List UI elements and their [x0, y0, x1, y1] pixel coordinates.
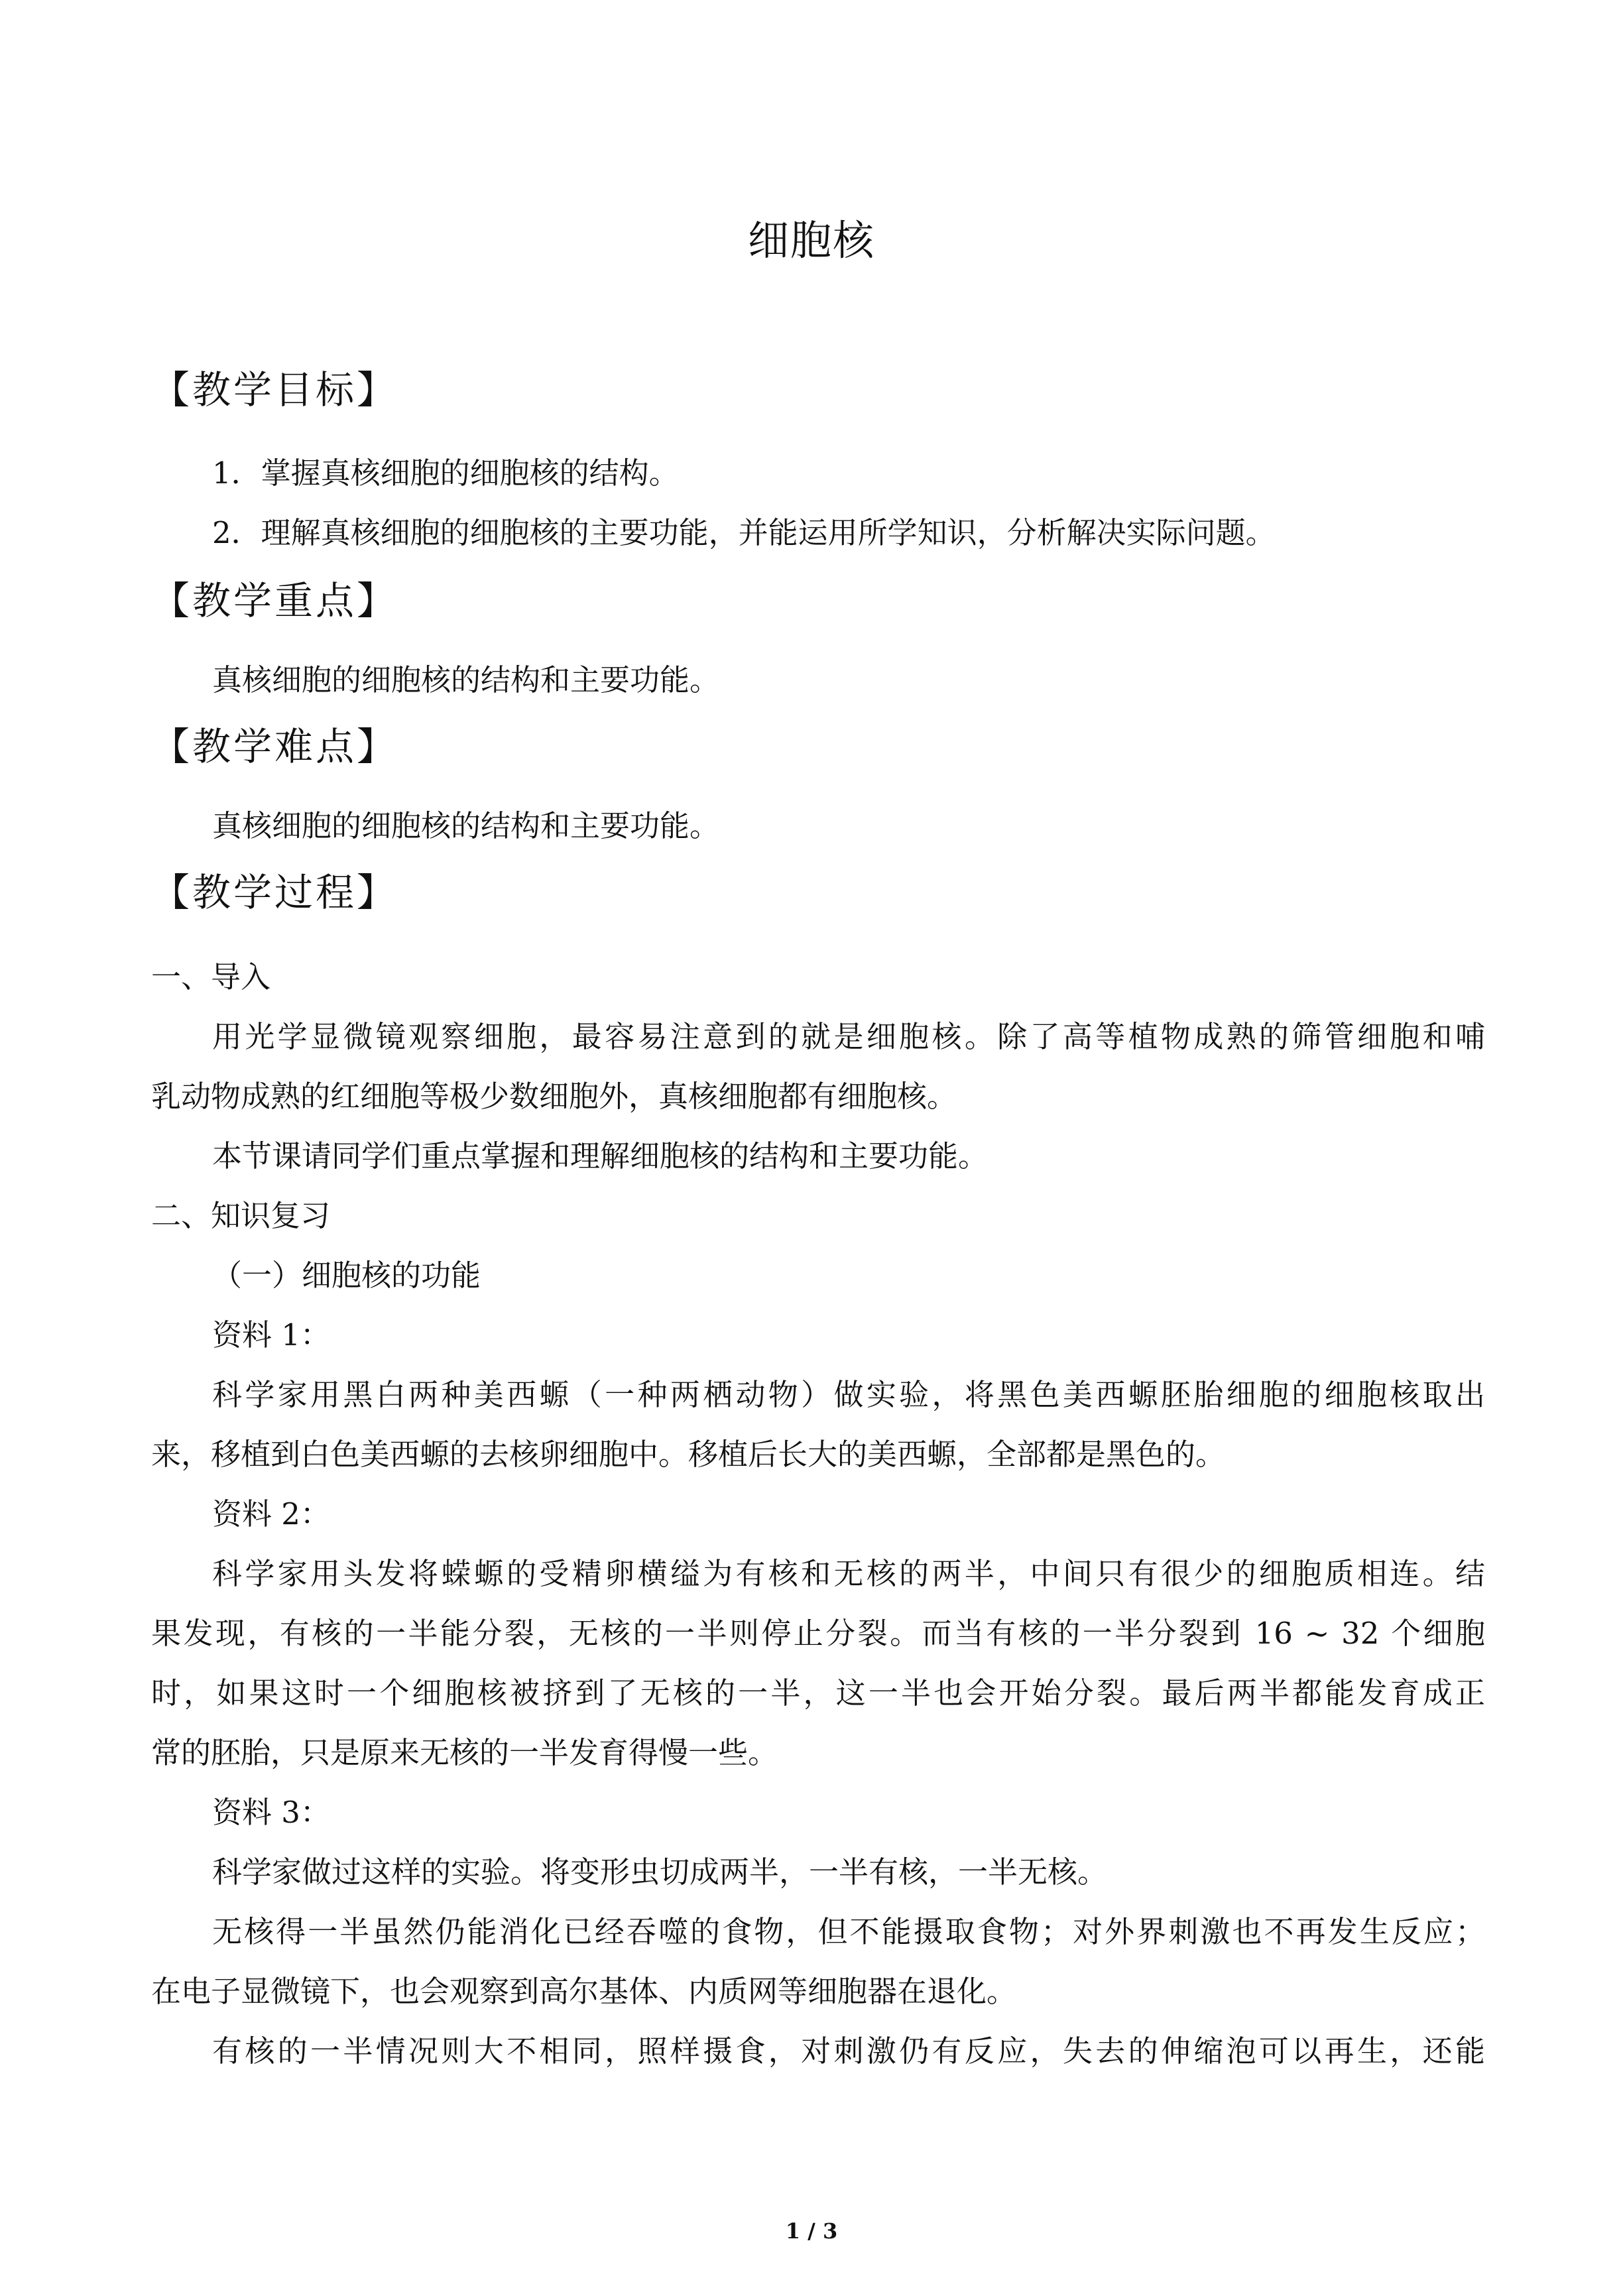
material-3-label: 资料 3：	[212, 1795, 330, 1830]
intro-paragraph-1-line-2: 乳动物成熟的红细胞等极少数细胞外，真核细胞都有细胞核。	[151, 1079, 957, 1114]
intro-paragraph-1-line-1: 用光学显微镜观察细胞，最容易注意到的就是细胞核。除了高等植物成熟的筛管细胞和哺	[212, 1019, 1485, 1054]
material-2-line-3: 时，如果这时一个细胞核被挤到了无核的一半，这一半也会开始分裂。最后两半都能发育成正	[151, 1675, 1485, 1711]
section-heading-objectives: 【教学目标】	[151, 367, 398, 412]
objective-item-1: 1．掌握真核细胞的细胞核的结构。	[212, 455, 679, 491]
material-2-line-1: 科学家用头发将蝾螈的受精卵横缢为有核和无核的两半，中间只有很少的细胞质相连。结	[212, 1556, 1485, 1591]
section-heading-key-points: 【教学重点】	[151, 578, 398, 623]
material-3-paragraph-3-line-1: 有核的一半情况则大不相同，照样摄食，对刺激仍有反应，失去的伸缩泡可以再生，还能	[212, 2033, 1485, 2069]
intro-title: 一、导入	[151, 959, 271, 995]
review-subtitle-1: （一）细胞核的功能	[212, 1258, 481, 1293]
difficulties-text: 真核细胞的细胞核的结构和主要功能。	[212, 808, 720, 843]
material-3-paragraph-1: 科学家做过这样的实验。将变形虫切成两半，一半有核，一半无核。	[212, 1854, 1108, 1890]
material-2-label: 资料 2：	[212, 1496, 330, 1532]
intro-paragraph-2: 本节课请同学们重点掌握和理解细胞核的结构和主要功能。	[212, 1138, 989, 1174]
objective-item-2: 2．理解真核细胞的细胞核的主要功能，并能运用所学知识，分析解决实际问题。	[212, 515, 1276, 550]
page-title: 细胞核	[747, 216, 875, 265]
key-points-text: 真核细胞的细胞核的结构和主要功能。	[212, 662, 720, 697]
section-heading-difficulties: 【教学难点】	[151, 724, 398, 769]
material-3-paragraph-2-line-1: 无核得一半虽然仍能消化已经吞噬的食物，但不能摄取食物；对外界刺激也不再发生反应；	[212, 1914, 1485, 1949]
material-2-line-4: 常的胚胎，只是原来无核的一半发育得慢一些。	[151, 1735, 778, 1770]
material-1-label: 资料 1：	[212, 1317, 330, 1353]
material-1-line-1: 科学家用黑白两种美西螈（一种两栖动物）做实验，将黑色美西螈胚胎细胞的细胞核取出	[212, 1377, 1485, 1412]
material-3-paragraph-2-line-2: 在电子显微镜下，也会观察到高尔基体、内质网等细胞器在退化。	[151, 1974, 1017, 2009]
page-number: 1 / 3	[785, 2218, 838, 2244]
material-2-line-2: 果发现，有核的一半能分裂，无核的一半则停止分裂。而当有核的一半分裂到 16 ~ 32 个细胞	[151, 1616, 1485, 1651]
review-title: 二、知识复习	[151, 1198, 331, 1233]
section-heading-process: 【教学过程】	[151, 870, 398, 915]
material-1-line-2: 来，移植到白色美西螈的去核卵细胞中。移植后长大的美西螈，全部都是黑色的。	[151, 1437, 1226, 1472]
